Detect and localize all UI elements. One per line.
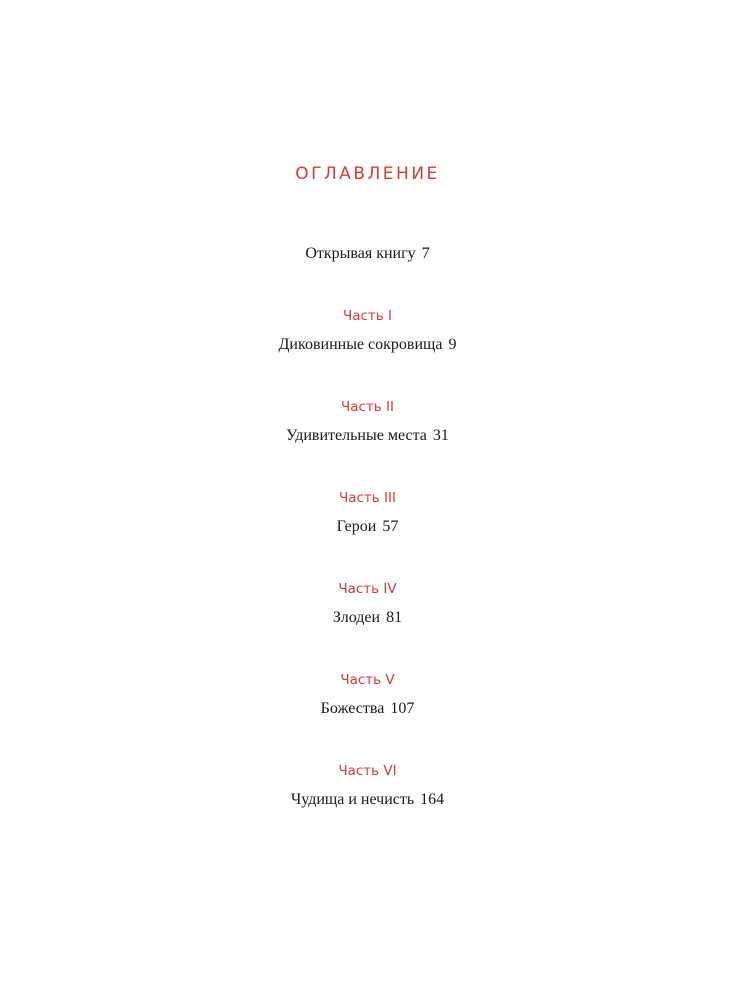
entry-page-number: 7 [421,245,430,262]
toc-entry-part-4[interactable] [0,608,735,628]
entry-title: Удивительные места [286,427,427,444]
entry-title: Чудища и нечисть [290,791,415,808]
entry-page-number: 107 [390,700,415,717]
toc-entry-part-2[interactable] [0,426,735,446]
toc-entry-part-1[interactable] [0,335,735,355]
part-label-6: Часть VI [338,763,397,779]
entry-title: Диковинные сокровища [278,336,443,353]
part-label-1: Часть I [342,308,393,324]
part-label-4: Часть IV [338,581,397,597]
toc-entry-intro[interactable] [0,244,735,264]
part-label-3: Часть III [338,490,396,506]
toc-entry-part-3[interactable] [0,517,735,537]
toc-entry-part-5[interactable] [0,699,735,719]
entry-page-number: 57 [382,518,399,535]
entry-title: Открывая книгу [305,245,416,262]
toc-entry-part-6[interactable] [0,790,735,810]
entry-page-number: 9 [448,336,457,353]
entry-title: Герои [336,518,377,535]
toc-heading: ОГЛАВЛЕНИЕ [295,164,440,184]
part-label-2: Часть II [340,399,395,415]
entry-page-number: 31 [432,427,449,444]
entry-page-number: 164 [420,791,445,808]
entry-title: Злодеи [332,609,381,626]
part-label-5: Часть V [340,672,395,688]
entry-title: Божества [320,700,385,717]
entry-page-number: 81 [386,609,403,626]
